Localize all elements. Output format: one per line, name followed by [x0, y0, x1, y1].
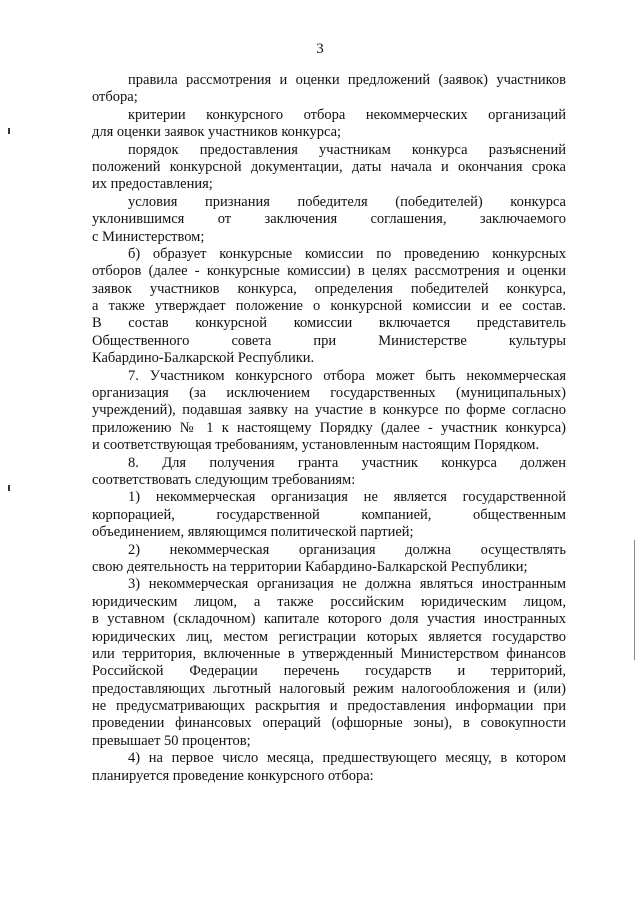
text-line: заявок участников конкурса, определения победителей конкурса,: [92, 280, 566, 297]
text-line: 2) некоммерческая организация должна осуществлять: [128, 541, 566, 558]
paragraph: [92, 750, 566, 785]
text-line: их предоставления;: [92, 176, 213, 193]
text-line: превышает 50 процентов;: [92, 732, 251, 749]
paragraph: [92, 455, 566, 490]
text-line: учреждений), подавшая заявку на участие в конкурсе по форме согласно: [92, 402, 566, 419]
text-line: объединением, являющимся политической партией;: [92, 524, 414, 541]
paragraph: [92, 246, 566, 368]
scan-mark-right: [634, 540, 635, 660]
text-line: правила рассмотрения и оценки предложений (заявок) участников: [128, 72, 566, 88]
text-line: юридических лиц, местом регистрации которых является государство: [92, 628, 566, 645]
paragraph: [92, 368, 566, 455]
text-line: уклонившимся от заключения соглашения, заключаемого: [92, 211, 566, 228]
paragraph: [92, 142, 566, 194]
text-line: и соответствующая требованиям, установленным настоящим Порядком.: [92, 437, 540, 454]
text-line: В состав конкурсной комиссии включается представитель: [92, 315, 566, 332]
text-line: не предусматривающих раскрытия и предоставления информации при: [92, 698, 566, 715]
text-line: критерии конкурсного отбора некоммерческих организаций: [128, 106, 566, 123]
text-line: для оценки заявок участников конкурса;: [92, 124, 342, 141]
text-line: порядок предоставления участникам конкурса разъяснений: [128, 141, 566, 158]
text-line: проведении финансовых операций (офшорные зоны), в совокупности: [92, 715, 566, 732]
paragraph: [92, 489, 566, 541]
text-line: планируется проведение конкурсного отбора:: [92, 767, 374, 784]
text-line: 4) на первое число месяца, предшествующего месяцу, в котором: [128, 750, 566, 767]
text-line: приложению № 1 к настоящему Порядку (далее - участник конкурса): [92, 419, 566, 436]
text-line: юридическим лицом, а также российским юридическим лицом,: [92, 593, 566, 610]
text-line: Кабардино-Балкарской Республики.: [92, 350, 315, 367]
text-line: предоставляющих льготный налоговый режим налогообложения и (или): [92, 680, 566, 697]
text-line: или территория, включенные в утвержденный Министерством финансов: [92, 645, 566, 662]
paragraph: [92, 72, 566, 107]
page-number: 3: [316, 41, 324, 57]
text-line: отбора;: [92, 89, 138, 106]
text-line: Российской Федерации перечень государств и территорий,: [92, 663, 566, 680]
text-line: 3) некоммерческая организация не должна являться иностранным: [128, 576, 566, 593]
text-line: отборов (далее - конкурсные комиссии) в целях рассмотрения и оценки: [92, 263, 566, 280]
text-line: с Министерством;: [92, 228, 205, 245]
text-line: в уставном (складочном) капитале которого доля участия иностранных: [92, 611, 566, 628]
scan-mark-left-2: [8, 485, 10, 491]
text-line: корпорацией, государственной компанией, общественным: [92, 506, 566, 523]
paragraph: [92, 194, 566, 246]
text-line: положений конкурсной документации, даты начала и окончания срока: [92, 158, 566, 175]
document-body: [92, 72, 566, 785]
text-line: 7. Участником конкурсного отбора может быть некоммерческая: [128, 367, 566, 384]
scan-mark-left-1: [8, 128, 10, 134]
text-line: 8. Для получения гранта участник конкурса должен: [128, 454, 566, 471]
paragraph: [92, 107, 566, 142]
text-line: а также утверждает положение о конкурсной комиссии и ее состав.: [92, 298, 566, 315]
text-line: условия признания победителя (победителей) конкурса: [128, 193, 566, 210]
text-line: Общественного совета при Министерстве культуры: [92, 332, 566, 349]
text-line: свою деятельность на территории Кабардино-Балкарской Республики;: [92, 558, 528, 575]
text-line: соответствовать следующим требованиям:: [92, 471, 356, 488]
text-line: организация (за исключением государственных (муниципальных): [92, 385, 566, 402]
text-line: 1) некоммерческая организация не является государственной: [128, 489, 566, 506]
paragraph: [92, 542, 566, 577]
text-line: б) образует конкурсные комиссии по проведению конкурсных: [128, 245, 566, 262]
paragraph: [92, 576, 566, 750]
